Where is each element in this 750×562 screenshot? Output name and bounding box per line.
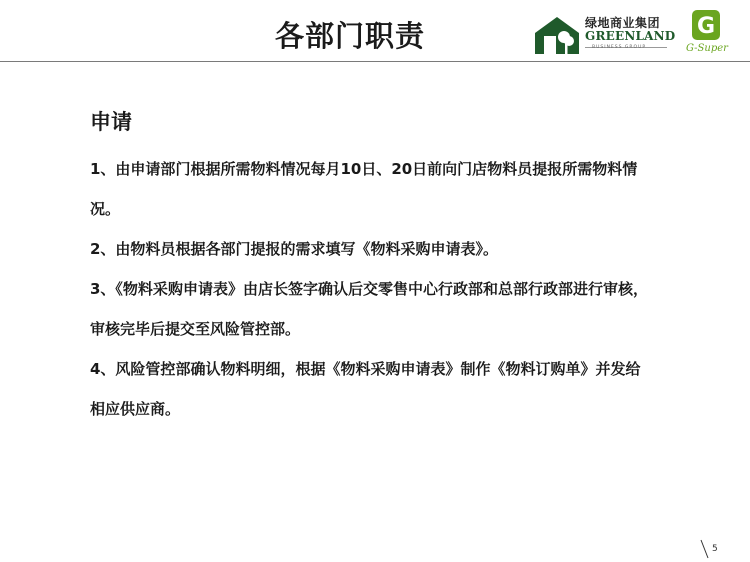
page-number-text: 5 (712, 544, 718, 554)
gsuper-logo (684, 10, 730, 60)
header-divider (0, 61, 750, 62)
page-number (700, 539, 730, 561)
section-content (90, 149, 650, 429)
gsuper-badge-icon (692, 10, 720, 40)
greenland-name-cn: 绿地商业集团 (585, 16, 661, 30)
gsuper-text: G-Super (686, 43, 728, 54)
greenland-logo (535, 14, 675, 54)
gsuper-badge-letter: G (696, 14, 716, 39)
greenland-name-en: GREENLAND (585, 29, 676, 43)
greenland-house-icon (535, 16, 579, 54)
greenland-subtitle: BUSINESS GROUP (592, 45, 647, 50)
paragraph-1: 1、由申请部门根据所需物料情况每月10日、20日前向门店物料员提报所需物料情况。 (90, 160, 638, 218)
page-title: 各部门职责 (274, 19, 425, 53)
page-slash-icon (700, 539, 710, 559)
paragraph-4: 4、风险管控部确认物料明细，根据《物料采购申请表》制作《物料订购单》并发给相应供应商。 (90, 360, 641, 418)
paragraph-2: 2、由物料员根据各部门提报的需求填写《物料采购申请表》。 (90, 240, 498, 258)
paragraph-3: 3、《物料采购申请表》由店长签字确认后交零售中心行政部和总部行政部进行审核，审核完毕后提交至风险管控部。 (90, 280, 648, 338)
section-heading: 申请 (90, 110, 132, 134)
